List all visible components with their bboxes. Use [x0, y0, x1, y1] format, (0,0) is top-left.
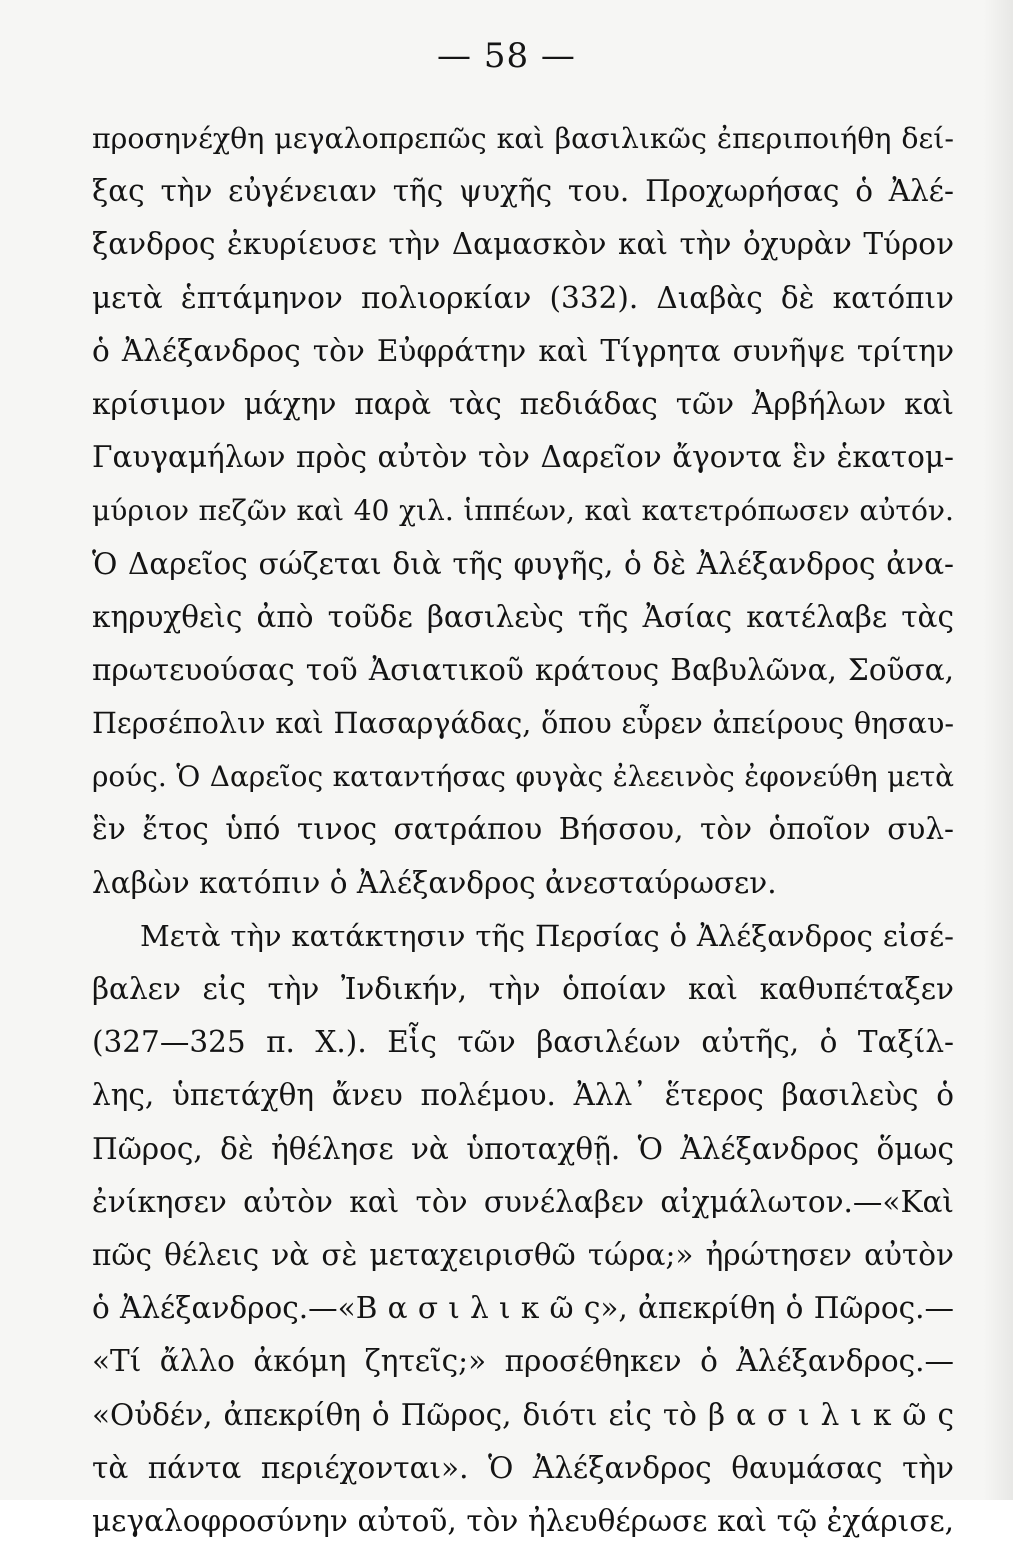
text-line: «Οὐδέν, ἀπεκρίθη ὁ Πῶρος, διότι εἰς τὸ β α σ ι λ ι κ ῶ ς [92, 1397, 954, 1432]
text-line: Ὁ Δαρεῖος σώζεται διὰ τῆς φυγῆς, ὁ δὲ Ἀλέξανδρος ἀνα- [92, 546, 954, 581]
text-line: ξανδρος ἐκυρίευσε τὴν Δαμασκὸν καὶ τὴν ὀχυρὰν Τύρον [92, 227, 954, 262]
paragraph-start-line: Μετὰ τὴν κατάκτησιν τῆς Περσίας ὁ Ἀλέξανδρος εἰσέ- [140, 918, 954, 953]
text-line: ρούς. Ὁ Δαρεῖος καταντήσας φυγὰς ἐλεεινὸς ἐφονεύθη μετὰ [92, 760, 954, 794]
text-line: μύριον πεζῶν καὶ 40 χιλ. ἱππέων, καὶ κατετρόπωσεν αὐτόν. [92, 494, 954, 528]
text-line: πρωτευούσας τοῦ Ἀσιατικοῦ κράτους Βαβυλῶνα, Σοῦσα, [92, 652, 954, 687]
text-line: «Τί ἄλλο ἀκόμη ζητεῖς;» προσέθηκεν ὁ Ἀλέξανδρος.— [92, 1344, 954, 1379]
text-line: ξας τὴν εὐγένειαν τῆς ψυχῆς του. Προχωρήσας ὁ Ἀλέ- [92, 174, 954, 209]
paragraph-end-line: λαβὼν κατόπιν ὁ Ἀλέξανδρος ἀνεσταύρωσεν. [92, 865, 777, 900]
text-line: ἓν ἔτος ὑπό τινος σατράπου Βήσσου, τὸν ὁποῖον συλ- [92, 812, 954, 847]
text-line: προσηνέχθη μεγαλοπρεπῶς καὶ βασιλικῶς ἐπεριποιήθη δεί- [92, 122, 954, 155]
text-line: ὁ Ἀλέξανδρος τὸν Εὐφράτην καὶ Τίγρητα συνῆψε τρίτην [92, 333, 954, 368]
text-line: Πῶρος, δὲ ἠθέλησε νὰ ὑποταχθῇ. Ὁ Ἀλέξανδρος ὅμως [92, 1131, 954, 1166]
page-number: — 58 — [437, 36, 576, 76]
text-line: μεγαλοφροσύνην αὐτοῦ, τὸν ἠλευθέρωσε καὶ τῷ ἐχάρισε, [92, 1503, 954, 1538]
text-line: κρίσιμον μάχην παρὰ τὰς πεδιάδας τῶν Ἀρβήλων καὶ [92, 386, 954, 421]
page-edge-shadow [983, 0, 1013, 1500]
text-line: Γαυγαμήλων πρὸς αὐτὸν τὸν Δαρεῖον ἄγοντα ἓν ἑκατομ- [92, 440, 954, 475]
text-line: πῶς θέλεις νὰ σὲ μεταχειρισθῶ τώρα;» ἠρώτησεν αὐτὸν [92, 1237, 954, 1272]
text-line: Περσέπολιν καὶ Πασαργάδας, ὅπου εὗρεν ἀπείρους θησαυ- [92, 706, 954, 741]
text-line: ἐνίκησεν αὐτὸν καὶ τὸν συνέλαβεν αἰχμάλωτον.—«Καὶ [92, 1184, 954, 1219]
text-line: (327—325 π. Χ.). Εἷς τῶν βασιλέων αὐτῆς, ὁ Ταξίλ- [92, 1025, 954, 1060]
text-line: βαλεν εἰς τὴν Ἰνδικήν, τὴν ὁποίαν καὶ καθυπέταξεν [92, 972, 954, 1006]
body-text [92, 112, 954, 1548]
text-line: τὰ πάντα περιέχονται». Ὁ Ἀλέξανδρος θαυμάσας τὴν [92, 1450, 954, 1485]
text-line: μετὰ ἑπτάμηνον πολιορκίαν (332). Διαβὰς δὲ κατόπιν [92, 280, 954, 315]
text-line: λης, ὑπετάχθη ἄνευ πολέμου. Ἀλλ᾽ ἕτερος βασιλεὺς ὁ [92, 1078, 954, 1113]
text-line: κηρυχθεὶς ἀπὸ τοῦδε βασιλεὺς τῆς Ἀσίας κατέλαβε τὰς [92, 599, 954, 634]
text-line: ὁ Ἀλέξανδρος.—«Β α σ ι λ ι κ ῶ ς», ἀπεκρίθη ὁ Πῶρος.— [92, 1291, 954, 1326]
